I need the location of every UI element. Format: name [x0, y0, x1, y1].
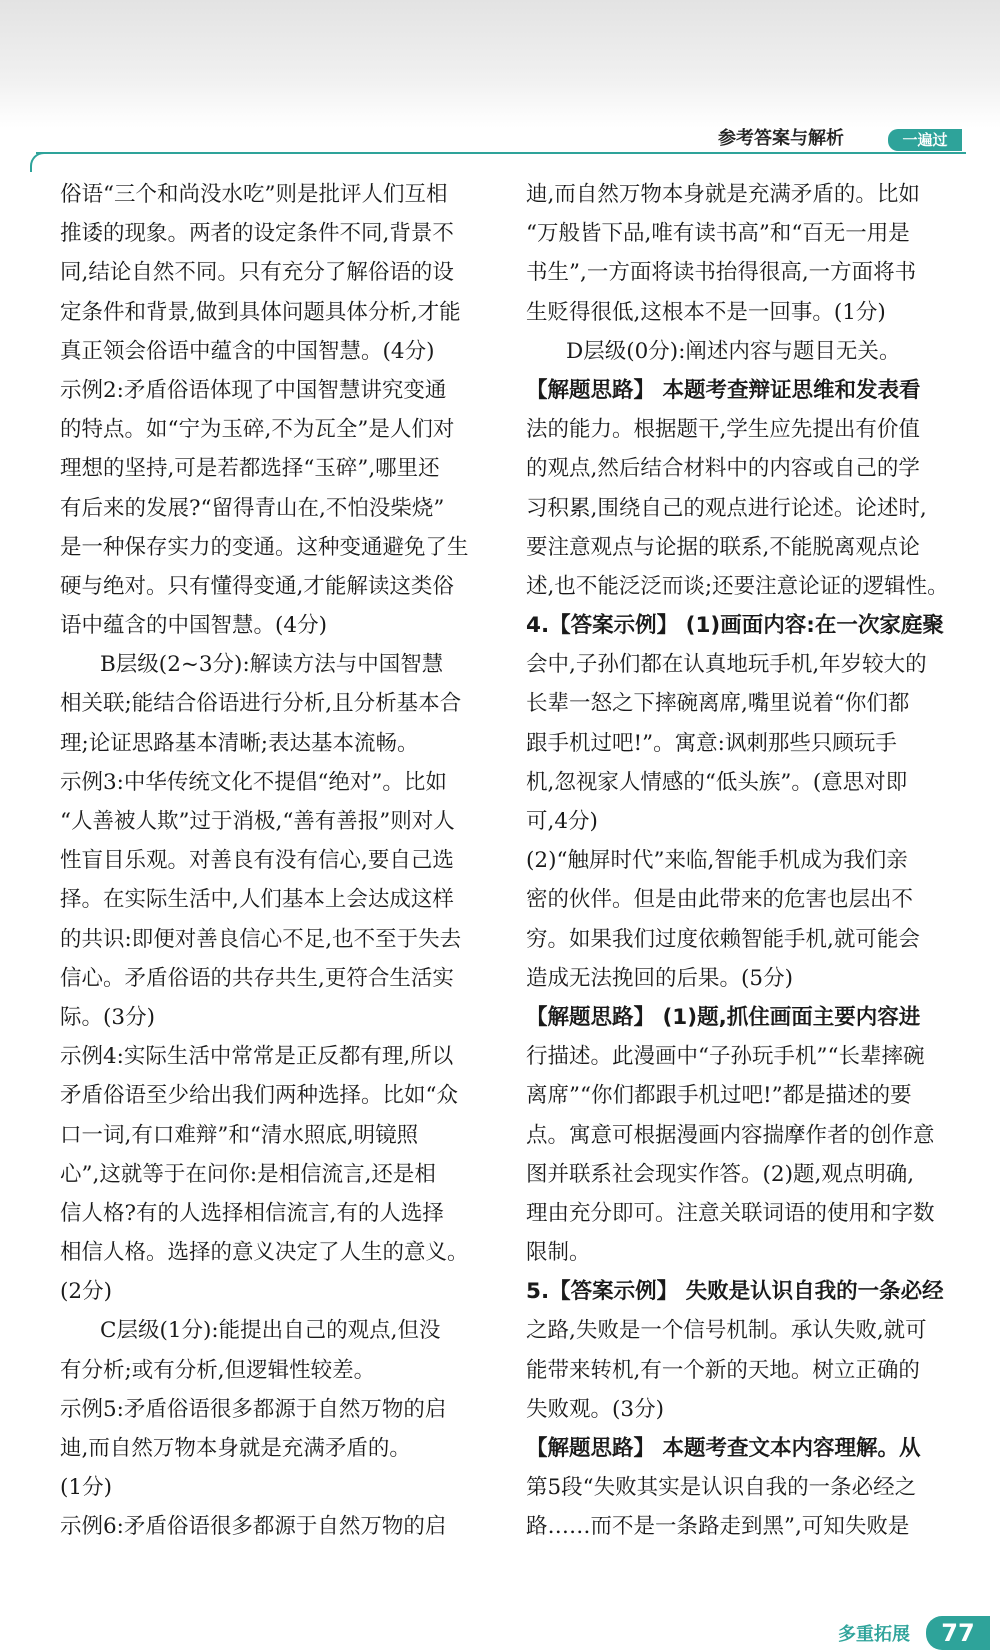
text-line: 心”,这就等于在问你:是相信流言,还是相 [60, 1161, 436, 1187]
text-line: 是一种保存实力的变通。这种变通避免了生 [60, 534, 469, 560]
text-line: 密的伙伴。但是由此带来的危害也层出不 [526, 887, 914, 913]
text-line: 信人格?有的人选择相信流言,有的人选择 [60, 1200, 444, 1226]
text-line: 点。寓意可根据漫画内容揣摩作者的创作意 [526, 1122, 935, 1148]
text-line: 相关联;能结合俗语进行分析,且分析基本合 [60, 691, 462, 717]
text-line: 择。在实际生活中,人们基本上会达成这样 [60, 887, 454, 913]
text-line: 图并联系社会现实作答。(2)题,观点明确, [526, 1161, 915, 1187]
text-line: 有分析;或有分析,但逻辑性较差。 [60, 1357, 376, 1383]
text-line: “万般皆下品,唯有读书高”和“百无一用是 [526, 221, 910, 247]
text-line: 之路,失败是一个信号机制。承认失败,就可 [526, 1318, 927, 1344]
analysis-heading-line: 【解题思路】 本题考查文本内容理解。从 [526, 1436, 921, 1461]
text-line: 生贬得很低,这根本不是一回事。(1分) [526, 299, 886, 325]
text-line: 失败观。(3分) [526, 1396, 664, 1422]
text-line: “人善被人欺”过于消极,“善有善报”则对人 [60, 809, 455, 834]
text-line: (2)“触屏时代”来临,智能手机成为我们亲 [526, 848, 908, 874]
text-line: 穷。如果我们过度依赖智能手机,就可能会 [526, 926, 920, 952]
question-4-line: 4.【答案示例】 (1)画面内容:在一次家庭聚 [526, 613, 944, 639]
text-line: 机,忽视家人情感的“低头族”。(意思对即 [526, 769, 908, 795]
text-line: 习积累,围绕自己的观点进行论述。论述时, [526, 495, 927, 521]
text-line: 限制。 [526, 1240, 591, 1266]
analysis-heading-line: 【解题思路】 本题考查辩证思维和发表看 [526, 377, 921, 403]
right-column [526, 175, 958, 1547]
text-line: 矛盾俗语至少给出我们两种选择。比如“众 [60, 1083, 458, 1109]
text-line: 相信人格。选择的意义决定了人生的意义。 [60, 1240, 469, 1266]
example-line: 示例3:中华传统文化不提倡“绝对”。比如 [60, 769, 447, 795]
text-line: 同,结论自然不同。只有充分了解俗语的设 [60, 260, 454, 286]
level-d-line: D层级(0分):阐述内容与题目无关。 [566, 338, 901, 364]
text-line: 理;论证思路基本清晰;表达基本流畅。 [60, 730, 419, 756]
text-line: 法的能力。根据题干,学生应先提出有价值 [526, 417, 920, 443]
level-b-line: B层级(2~3分):解读方法与中国智慧 [100, 652, 444, 678]
text-line: 定条件和背景,做到具体问题具体分析,才能 [60, 299, 461, 325]
text-line: 硬与绝对。只有懂得变通,才能解读这类俗 [60, 573, 454, 599]
text-line: 语中蕴含的中国智慧。(4分) [60, 613, 327, 639]
text-line: 述,也不能泛泛而谈;还要注意论证的逻辑性。 [526, 573, 949, 599]
text-line: 的观点,然后结合材料中的内容或自己的学 [526, 456, 920, 482]
text-line: (1分) [60, 1475, 112, 1501]
text-line: 有后来的发展?“留得青山在,不怕没柴烧” [60, 495, 445, 521]
text-line: 俗语“三个和尚没水吃”则是批评人们互相 [60, 182, 448, 207]
text-line: 离席”“你们都跟手机过吧!”都是描述的要 [526, 1083, 912, 1109]
level-c-line: C层级(1分):能提出自己的观点,但没 [100, 1318, 441, 1344]
text-line: 长辈一怒之下摔碗离席,嘴里说着“你们都 [526, 691, 910, 717]
text-line: 造成无法挽回的后果。(5分) [526, 965, 793, 991]
example-line: 示例5:矛盾俗语很多都源于自然万物的启 [60, 1396, 447, 1422]
text-line: 性盲目乐观。对善良有没有信心,要自己选 [60, 848, 454, 874]
text-line: 跟手机过吧!”。寓意:讽刺那些只顾玩手 [526, 730, 897, 756]
text-line: 信心。矛盾俗语的共存共生,更符合生活实 [60, 965, 454, 991]
example-line: 示例6:矛盾俗语很多都源于自然万物的启 [60, 1514, 447, 1540]
example-line: 示例2:矛盾俗语体现了中国智慧讲究变通 [60, 377, 447, 403]
text-line: 路……而不是一条路走到黑”,可知失败是 [526, 1514, 910, 1540]
header-curve [30, 152, 46, 172]
text-line: 际。(3分) [60, 1004, 155, 1030]
text-line: 要注意观点与论据的联系,不能脱离观点论 [526, 534, 920, 560]
header-band [0, 0, 1000, 128]
text-line: 迪,而自然万物本身就是充满矛盾的。 [60, 1436, 411, 1461]
text-line: 迪,而自然万物本身就是充满矛盾的。比如 [526, 182, 920, 207]
text-line: 会中,子孙们都在认真地玩手机,年岁较大的 [526, 652, 927, 678]
question-5-line: 5.【答案示例】 失败是认识自我的一条必经 [526, 1279, 944, 1305]
text-line: 理想的坚持,可是若都选择“玉碎”,哪里还 [60, 456, 440, 482]
text-line: 可,4分) [526, 809, 598, 834]
text-line: 行描述。此漫画中“子孙玩手机”“长辈摔碗 [526, 1044, 925, 1070]
page-number: 77 [926, 1616, 990, 1650]
text-line: (2分) [60, 1279, 112, 1305]
text-line: 书生”,一方面将读书抬得很高,一方面将书 [526, 260, 917, 286]
text-line: 的特点。如“宁为玉碎,不为瓦全”是人们对 [60, 417, 455, 443]
text-line: 口一词,有口难辩”和“清水照底,明镜照 [60, 1122, 419, 1148]
text-line: 推诿的现象。两者的设定条件不同,背景不 [60, 221, 454, 247]
text-line: 理由充分即可。注意关联词语的使用和字数 [526, 1200, 935, 1226]
header-tag: 一遍过 [888, 129, 962, 151]
text-line: 的共识:即便对善良信心不足,也不至于失去 [60, 926, 462, 952]
text-line: 真正领会俗语中蕴含的中国智慧。(4分) [60, 338, 435, 364]
example-line: 示例4:实际生活中常常是正反都有理,所以 [60, 1044, 454, 1070]
header-rule [36, 152, 966, 154]
text-line: 能带来转机,有一个新的天地。树立正确的 [526, 1357, 920, 1383]
footer-label: 多重拓展 [838, 1624, 910, 1645]
header-title: 参考答案与解析 [718, 128, 844, 149]
text-line: 第5段“失败其实是认识自我的一条必经之 [526, 1475, 917, 1501]
analysis-heading-line: 【解题思路】 (1)题,抓住画面主要内容进 [526, 1004, 921, 1030]
left-column [60, 175, 492, 1547]
